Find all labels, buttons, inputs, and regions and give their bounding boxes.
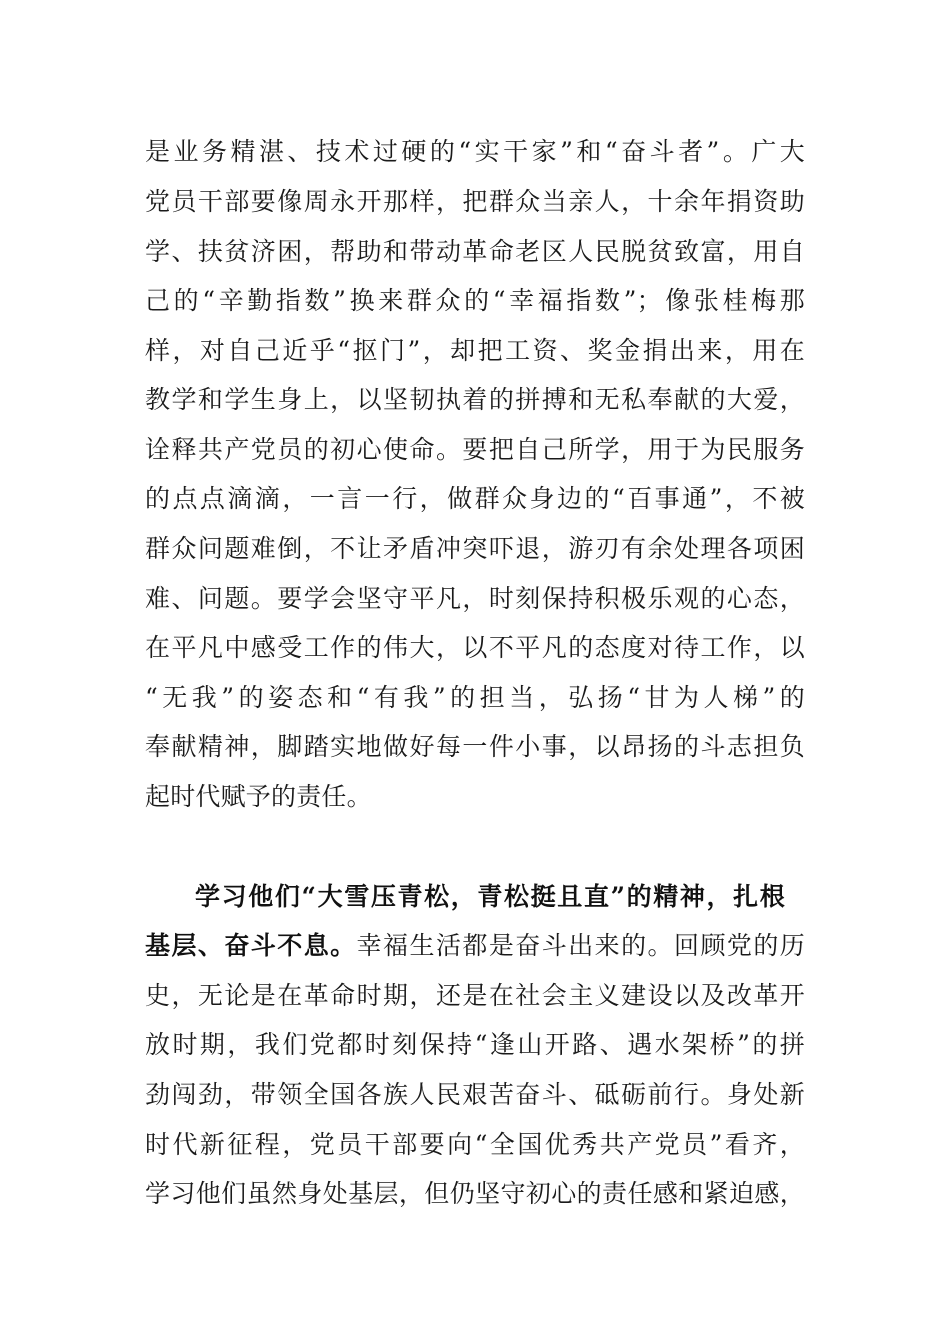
paragraph-2-line-3: 史，无论是在革命时期，还是在社会主义建设以及改革开 [145,981,805,1010]
paragraph-2-line-2 [145,926,805,966]
paragraph-1-line-3: 学、扶贫济困，帮助和带动革命老区人民脱贫致富，用自 [145,237,805,266]
paragraph-2-heading-line-1: 学习他们“大雪压青松，青松挺且直”的精神，扎根 [195,882,785,911]
paragraph-1-line-4: 己的“辛勤指数”换来群众的“幸福指数”；像张桂梅那 [145,286,805,315]
paragraph-1-line-9: 群众问题难倒，不让矛盾冲突吓退，游刃有余处理各项困 [145,534,805,563]
paragraph-1-line-14: 起时代赋予的责任。 [145,782,372,811]
paragraph-1-line-10: 难、问题。要学会坚守平凡，时刻保持积极乐观的心态， [145,584,805,613]
paragraph-1-line-8: 的点点滴滴，一言一行，做群众身边的“百事通”，不被 [145,484,805,513]
paragraph-2-line-2-rest: 幸福生活都是奋斗出来的。回顾党的历 [356,931,806,960]
paragraph-2-line-5: 劲闯劲，带领全国各族人民艰苦奋斗、砥砺前行。身处新 [145,1080,805,1109]
paragraph-1-line-5: 样，对自己近乎“抠门”，却把工资、奖金捐出来，用在 [145,336,805,365]
paragraph-1-line-13: 奉献精神，脚踏实地做好每一件小事，以昂扬的斗志担负 [145,732,805,761]
paragraph-1-line-2: 党员干部要像周永开那样，把群众当亲人，十余年捐资助 [145,187,805,216]
paragraph-2-heading-line-2: 基层、奋斗不息。 [145,931,357,960]
paragraph-2-line-4: 放时期，我们党都时刻保持“逢山开路、遇水架桥”的拼 [145,1030,805,1059]
paragraph-1-line-1: 是业务精湛、技术过硬的“实干家”和“奋斗者”。广大 [145,137,805,166]
paragraph-2-line-7: 学习他们虽然身处基层，但仍坚守初心的责任感和紧迫感， [145,1179,805,1208]
paragraph-1-line-7: 诠释共产党员的初心使命。要把自己所学，用于为民服务 [145,435,805,464]
paragraph-1-line-6: 教学和学生身上，以坚韧执着的拼搏和无私奉献的大爱， [145,385,805,414]
paragraph-1-line-11: 在平凡中感受工作的伟大，以不平凡的态度对待工作，以 [145,633,805,662]
paragraph-2-line-6: 时代新征程，党员干部要向“全国优秀共产党员”看齐， [145,1130,805,1159]
paragraph-1-line-12: “无我”的姿态和“有我”的担当，弘扬“甘为人梯”的 [145,683,805,712]
